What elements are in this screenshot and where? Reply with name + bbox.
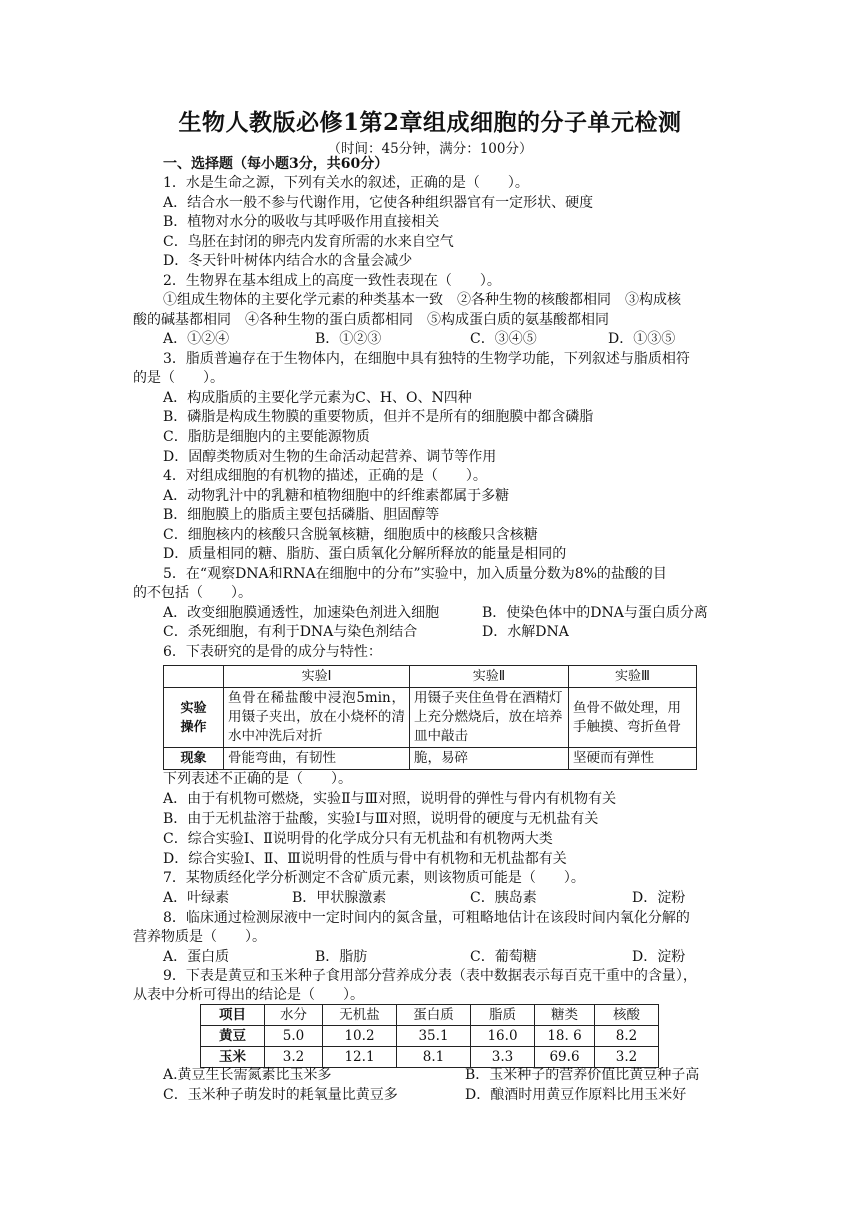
q9-option-b: B．玉米种子的营养价值比黄豆种子高 <box>465 1067 700 1083</box>
question-7: 7．某物质经化学分析测定不含矿质元素，则该物质可能是（ ）。 <box>163 870 585 886</box>
question-3-line1: 3．脂质普遍存在于生物体内，在细胞中具有独特的生物学功能，下列叙述与脂质相符 <box>163 351 690 367</box>
q8-option-a: A．蛋白质 <box>163 949 230 965</box>
q6-option-d: D．综合实验Ⅰ、Ⅱ、Ⅲ说明骨的性质与骨中有机物和无机盐都有关 <box>163 851 567 867</box>
q4-option-b: B．细胞膜上的脂质主要包括磷脂、胆固醇等 <box>163 507 440 523</box>
section-heading: 一、选择题（每小题3分，共60分） <box>163 156 389 172</box>
q3-option-b: B．磷脂是构成生物膜的重要物质，但并不是所有的细胞膜中都含磷脂 <box>163 409 594 425</box>
q8-option-d: D．淀粉 <box>632 949 686 965</box>
table-row <box>201 1047 659 1068</box>
question-8-line2: 营养物质是（ ）。 <box>133 929 266 945</box>
question-5-line1: 5．在“观察DNA和RNA在细胞中的分布”实验中，加入质量分数为8%的盐酸的目 <box>163 566 667 582</box>
table-row <box>164 688 697 748</box>
q7-option-b: B．甲状腺激素 <box>292 890 387 906</box>
q4-option-a: A．动物乳汁中的乳糖和植物细胞中的纤维素都属于多糖 <box>163 488 510 504</box>
question-5-line2: 的不包括（ ）。 <box>133 585 252 601</box>
q3-option-d: D．固醇类物质对生物的生命活动起营养、调节等作用 <box>163 449 497 465</box>
q6-prompt: 下列表述不正确的是（ ）。 <box>163 771 352 787</box>
q6-option-a: A．由于有机物可燃烧，实验Ⅱ与Ⅲ对照，说明骨的弹性与骨内有机物有关 <box>163 791 617 807</box>
table-cell: 16.0 <box>471 1026 535 1047</box>
question-8-line1: 8．临床通过检测尿液中一定时间内的氮含量，可粗略地估计在该段时间内氧化分解的 <box>163 910 690 926</box>
document-title: 生物人教版必修1第2章组成细胞的分子单元检测 <box>178 109 682 136</box>
table-cell: 69.6 <box>535 1047 595 1068</box>
table-header-row <box>201 1005 659 1026</box>
question-6: 6．下表研究的是骨的成分与特性： <box>163 644 382 660</box>
table-cell: 鱼骨在稀盐酸中浸泡5min，用镊子夹出，放在小烧杯的清水中冲洗后对折 <box>224 688 410 748</box>
q2-option-a: A．①②④ <box>163 331 230 347</box>
q2-option-b: B．①②③ <box>315 331 382 347</box>
q9-option-d: D．酿酒时用黄豆作原料比用玉米好 <box>465 1087 687 1103</box>
table-header-cell: 糖类 <box>535 1005 595 1026</box>
table-cell: 3.3 <box>471 1047 535 1068</box>
table-cell: 8.2 <box>595 1026 659 1047</box>
q1-option-a: A．结合水一般不参与代谢作用，它使各种组织器官有一定形状、硬度 <box>163 195 594 211</box>
q7-option-a: A．叶绿素 <box>163 890 230 906</box>
q2-statements-line1: ①组成生物体的主要化学元素的种类基本一致 ②各种生物的核酸都相同 ③构成核 <box>163 292 681 308</box>
table-header-cell: 蛋白质 <box>397 1005 471 1026</box>
q7-option-c: C．胰岛素 <box>470 890 537 906</box>
question-9-line1: 9．下表是黄豆和玉米种子食用部分营养成分表（表中数据表示每百克干重中的含量）， <box>163 968 697 984</box>
table-cell: 3.2 <box>265 1047 323 1068</box>
question-1: 1．水是生命之源，下列有关水的叙述，正确的是（ ）。 <box>163 175 529 191</box>
q9-option-a: A.黄豆生长需氮素比玉米多 <box>163 1067 332 1083</box>
q6-option-b: B．由于无机盐溶于盐酸，实验Ⅰ与Ⅲ对照，说明骨的硬度与无机盐有关 <box>163 811 599 827</box>
table-cell: 5.0 <box>265 1026 323 1047</box>
table-row <box>164 748 697 770</box>
question-2: 2．生物界在基本组成上的高度一致性表现在（ ）。 <box>163 273 501 289</box>
table-header-cell: 实验Ⅱ <box>410 666 569 688</box>
q6-option-c: C．综合实验Ⅰ、Ⅱ说明骨的化学成分只有无机盐和有机物两大类 <box>163 831 553 847</box>
q2-statements-line2: 酸的碱基都相同 ④各种生物的蛋白质都相同 ⑤构成蛋白质的氨基酸都相同 <box>133 312 609 328</box>
row-header-cell: 黄豆 <box>201 1026 265 1047</box>
q1-option-d: D．冬天针叶树体内结合水的含量会减少 <box>163 253 413 269</box>
q4-option-c: C．细胞核内的核酸只含脱氧核糖，细胞质中的核酸只含核糖 <box>163 527 538 543</box>
table-cell: 脆，易碎 <box>410 748 569 770</box>
table-header-cell <box>164 666 224 688</box>
table-header-cell: 核酸 <box>595 1005 659 1026</box>
table-header-cell: 项目 <box>201 1005 265 1026</box>
q3-option-a: A．构成脂质的主要化学元素为C、H、O、N四种 <box>163 390 472 406</box>
nutrition-table <box>200 1004 659 1068</box>
q1-option-c: C．鸟胚在封闭的卵壳内发育所需的水来自空气 <box>163 234 454 250</box>
q5-option-a: A．改变细胞膜通透性，加速染色剂进入细胞 <box>163 605 440 621</box>
row-header-cell: 现象 <box>164 748 224 770</box>
row-header-cell: 实验 操作 <box>164 688 224 748</box>
table-cell: 8.1 <box>397 1047 471 1068</box>
table-header-cell: 无机盐 <box>323 1005 397 1026</box>
q8-option-c: C．葡萄糖 <box>470 949 537 965</box>
q5-option-d: D．水解DNA <box>482 624 569 640</box>
table-header-row <box>164 666 697 688</box>
q2-option-d: D．①③⑤ <box>608 331 676 347</box>
q4-option-d: D．质量相同的糖、脂肪、蛋白质氧化分解所释放的能量是相同的 <box>163 546 567 562</box>
table-cell: 10.2 <box>323 1026 397 1047</box>
table-row <box>201 1026 659 1047</box>
question-3-line2: 的是（ ）。 <box>133 370 224 386</box>
table-header-cell: 水分 <box>265 1005 323 1026</box>
q9-option-c: C．玉米种子萌发时的耗氧量比黄豆多 <box>163 1087 398 1103</box>
question-4: 4．对组成细胞的有机物的描述，正确的是（ ）。 <box>163 468 487 484</box>
table-header-cell: 脂质 <box>471 1005 535 1026</box>
q7-option-d: D．淀粉 <box>632 890 686 906</box>
q2-option-c: C．③④⑤ <box>470 331 537 347</box>
table-cell: 坚硬而有弹性 <box>569 748 697 770</box>
q1-option-b: B．植物对水分的吸收与其呼吸作用直接相关 <box>163 214 440 230</box>
q5-option-b: B．使染色体中的DNA与蛋白质分离 <box>482 605 708 621</box>
document-subtitle: （时间：45分钟，满分：100分） <box>327 141 533 157</box>
table-cell: 18. 6 <box>535 1026 595 1047</box>
table-cell: 鱼骨不做处理，用手触摸、弯折鱼骨 <box>569 688 697 748</box>
table-header-cell: 实验Ⅰ <box>224 666 410 688</box>
q5-option-c: C．杀死细胞，有利于DNA与染色剂结合 <box>163 624 418 640</box>
table-cell: 用镊子夹住鱼骨在酒精灯上充分燃烧后，放在培养皿中敲击 <box>410 688 569 748</box>
table-cell: 骨能弯曲，有韧性 <box>224 748 410 770</box>
bone-experiment-table <box>163 665 697 770</box>
table-cell: 12.1 <box>323 1047 397 1068</box>
q3-option-c: C．脂肪是细胞内的主要能源物质 <box>163 429 370 445</box>
question-9-line2: 从表中分析可得出的结论是（ ）。 <box>133 987 364 1003</box>
table-header-cell: 实验Ⅲ <box>569 666 697 688</box>
table-cell: 35.1 <box>397 1026 471 1047</box>
q8-option-b: B．脂肪 <box>315 949 368 965</box>
row-header-cell: 玉米 <box>201 1047 265 1068</box>
table-cell: 3.2 <box>595 1047 659 1068</box>
